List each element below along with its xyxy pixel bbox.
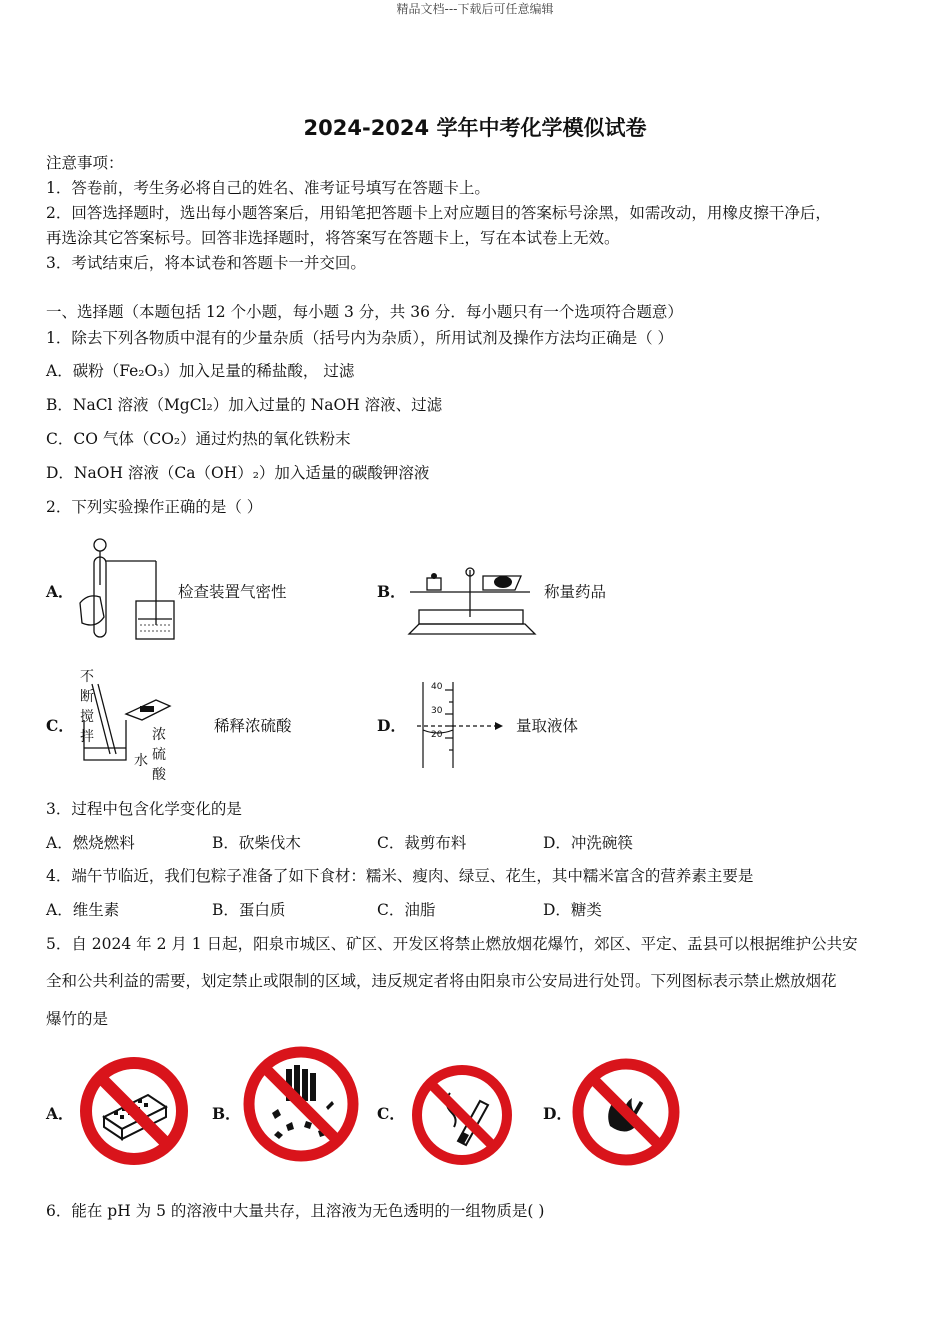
q1-stem: 1．除去下列各物质中混有的少量杂质（括号内为杂质），所用试剂及操作方法均正确是（ ） [46, 329, 674, 347]
water-label: 水 [134, 753, 148, 769]
airtight-check-figure [70, 535, 180, 645]
no-open-flame-sign-icon [570, 1056, 682, 1168]
q5-option-a-letter: A． [46, 1104, 74, 1123]
q1-option-a: A．碳粉（Fe₂O₃）加入足量的稀盐酸， 过滤 [46, 362, 355, 380]
note-2b: 再选涂其它答案标号。回答非选择题时，将答案写在答题卡上，写在本试卷上无效。 [46, 229, 620, 247]
q4-option-b: B．蛋白质 [212, 901, 286, 919]
q4-option-d: D．糖类 [543, 901, 602, 919]
q5-option-b-letter: B． [212, 1104, 241, 1123]
q5-line-1: 5．自 2024 年 2 月 1 日起，阳泉市城区、矿区、开发区将禁止燃放烟花爆竹，郊区、平定、盂县可以根据维护公共安 [46, 935, 858, 953]
no-matches-sign-icon [78, 1055, 190, 1167]
note-3: 3．考试结束后，将本试卷和答题卡一并交回。 [46, 254, 366, 272]
q5-option-d-letter: D． [543, 1104, 572, 1123]
q2-stem: 2．下列实验操作正确的是（ ） [46, 498, 263, 516]
q6-stem: 6．能在 pH 为 5 的溶液中大量共存，且溶液为无色透明的一组物质是( ) [46, 1202, 545, 1220]
q1-option-b: B．NaCl 溶液（MgCl₂）加入过量的 NaOH 溶液、过滤 [46, 396, 443, 414]
q2-option-d-letter: D． [377, 716, 406, 735]
no-fireworks-sign-icon [242, 1045, 360, 1163]
q2-option-a-letter: A． [46, 582, 74, 601]
q4-option-a: A．维生素 [46, 901, 120, 919]
q3-option-c: C．裁剪布料 [377, 834, 467, 852]
q1-option-d: D．NaOH 溶液（Ca（OH）₂）加入适量的碳酸钾溶液 [46, 464, 430, 482]
page-title: 2024-2024 学年中考化学模似试卷 [303, 116, 647, 140]
q3-option-d: D．冲洗碗筷 [543, 834, 633, 852]
tick-20: 20 [431, 730, 443, 740]
notes-heading: 注意事项： [46, 154, 124, 172]
q2-option-a-text: 检查装置气密性 [178, 583, 287, 601]
watermark: 精品文档---下载后可任意编辑 [396, 2, 554, 16]
q2-option-c-letter: C． [46, 716, 74, 735]
graduated-cylinder-figure [415, 680, 515, 772]
q4-option-c: C．油脂 [377, 901, 436, 919]
q3-stem: 3．过程中包含化学变化的是 [46, 800, 242, 818]
balance-figure [405, 562, 540, 642]
stir-label: 不断搅拌 [80, 669, 94, 745]
note-1: 1．答卷前，考生务必将自己的姓名、准考证号填写在答题卡上。 [46, 179, 490, 197]
section-heading: 一、选择题（本题包括 12 个小题，每小题 3 分，共 36 分．每小题只有一个选项符合题意） [46, 303, 683, 321]
q3-option-b: B．砍柴伐木 [212, 834, 301, 852]
q2-option-d-text: 量取液体 [516, 717, 579, 735]
note-2a: 2．回答选择题时，选出每小题答案后，用铅笔把答题卡上对应题目的答案标号涂黑，如需改动，用橡皮擦干净后， [46, 204, 831, 222]
q5-option-c-letter: C． [377, 1104, 405, 1123]
tick-40: 40 [431, 682, 443, 692]
q2-option-b-letter: B． [377, 582, 406, 601]
q4-stem: 4．端午节临近，我们包粽子准备了如下食材：糯米、瘦肉、绿豆、花生，其中糯米富含的营养素主要是 [46, 867, 754, 885]
tick-30: 30 [431, 706, 443, 716]
acid-label: 浓硫酸 [152, 727, 166, 783]
q3-option-a: A．燃烧燃料 [46, 834, 135, 852]
q5-line-3: 爆竹的是 [46, 1010, 109, 1028]
q2-option-c-text: 稀释浓硫酸 [214, 717, 292, 735]
q1-option-c: C．CO 气体（CO₂）通过灼热的氧化铁粉末 [46, 430, 351, 448]
q2-option-b-text: 称量药品 [544, 583, 607, 601]
no-smoking-sign-icon [410, 1063, 514, 1167]
q5-line-2: 全和公共利益的需要，划定禁止或限制的区域，违反规定者将由阳泉市公安局进行处罚。下列图标表示禁止燃放烟花 [46, 972, 837, 990]
